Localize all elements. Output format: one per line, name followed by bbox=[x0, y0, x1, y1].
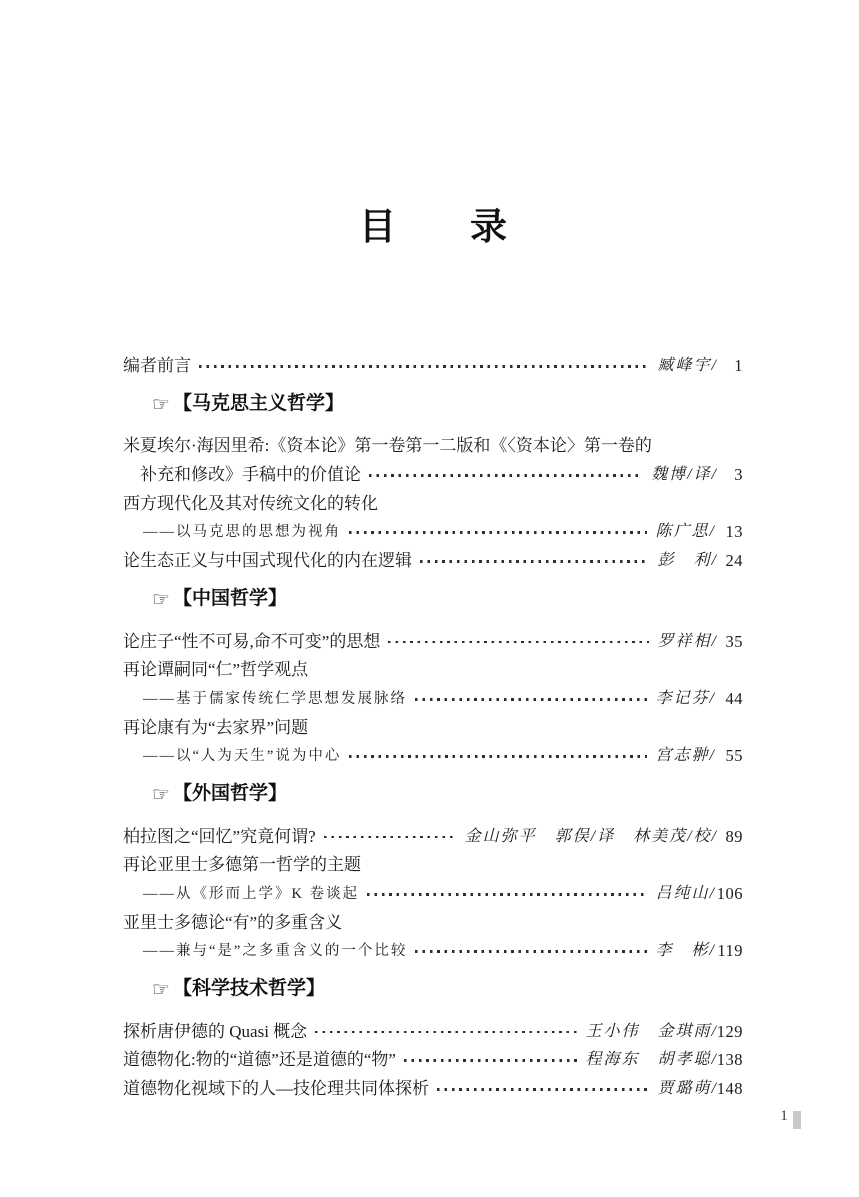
section-label: 【科学技术哲学】 bbox=[172, 978, 325, 1000]
toc-entry bbox=[123, 432, 743, 489]
entry-page-number: 24 bbox=[725, 551, 743, 571]
entry-title: 再论谭嗣同“仁”哲学观点 bbox=[123, 660, 309, 680]
entry-title-line1: 米夏埃尔·海因里希:《资本论》第一卷第一二版和《〈资本论〉第一卷的 bbox=[123, 436, 652, 456]
pointing-hand-icon: ☞ bbox=[152, 588, 170, 611]
dot-leader bbox=[349, 755, 646, 758]
entry-subtitle: ——以马克思的思想为视角 bbox=[143, 524, 341, 541]
entry-author: 宫志翀 bbox=[655, 747, 710, 765]
toc-entry bbox=[123, 851, 743, 908]
page-separator: / bbox=[711, 632, 716, 650]
entry-author: 李 彬 bbox=[655, 942, 710, 960]
entry-title: 道德物化视域下的人—技伦理共同体探析 bbox=[123, 1079, 429, 1099]
page-separator: / bbox=[709, 689, 716, 707]
dot-leader bbox=[415, 950, 646, 953]
toc-entry bbox=[123, 490, 743, 547]
dot-leader bbox=[420, 560, 649, 563]
entry-title: 亚里士多德论“有”的多重含义 bbox=[123, 912, 343, 932]
page-separator: / bbox=[711, 1022, 716, 1040]
entry-page-number: 129 bbox=[716, 1021, 743, 1041]
entry-page-number: 1 bbox=[734, 356, 743, 375]
pointing-hand-icon: ☞ bbox=[152, 979, 170, 1002]
dot-leader bbox=[437, 1088, 649, 1091]
entry-page-number: 13 bbox=[725, 522, 743, 542]
entry-author: 罗祥相 bbox=[657, 632, 712, 650]
toc-entry bbox=[123, 1046, 743, 1075]
toc-entry bbox=[123, 909, 743, 966]
dot-leader bbox=[349, 531, 647, 534]
entry-title: 论庄子“性不可易,命不可变”的思想 bbox=[123, 631, 381, 651]
entry-subtitle: ——从《形而上学》K 卷谈起 bbox=[143, 886, 360, 902]
section-heading bbox=[123, 975, 743, 1004]
page-content bbox=[123, 0, 743, 1104]
entry-page-number: 3 bbox=[734, 465, 743, 485]
toc-entry bbox=[123, 823, 743, 852]
entry-page-number: 55 bbox=[725, 746, 743, 766]
dot-leader bbox=[324, 836, 456, 839]
toc-entry bbox=[123, 714, 743, 771]
toc-entry bbox=[123, 352, 743, 381]
entry-subtitle: ——以“人为天生”说为中心 bbox=[143, 748, 342, 765]
entry-subtitle: ——基于儒家传统仁学思想发展脉络 bbox=[143, 690, 407, 707]
entry-page-number: 148 bbox=[716, 1079, 743, 1099]
dot-leader bbox=[404, 1059, 577, 1062]
entry-author: 魏博/译 bbox=[651, 466, 712, 484]
page-title: 目 录 bbox=[359, 207, 507, 248]
section-heading bbox=[123, 780, 743, 809]
page-separator: / bbox=[711, 552, 716, 570]
entry-title: 西方现代化及其对传统文化的转化 bbox=[123, 493, 378, 513]
page-separator: / bbox=[711, 466, 716, 484]
entry-title-line2: 补充和修改》手稿中的价值论 bbox=[140, 465, 361, 485]
pointing-hand-icon: ☞ bbox=[152, 393, 170, 416]
page-separator: / bbox=[709, 942, 716, 960]
entry-page-number: 89 bbox=[725, 826, 743, 846]
dot-leader bbox=[367, 893, 646, 896]
entry-author: 王小伟 金琪雨 bbox=[585, 1022, 712, 1040]
entry-page-number: 119 bbox=[717, 941, 743, 961]
dot-leader bbox=[415, 698, 647, 701]
page-edge-tab bbox=[793, 1111, 801, 1129]
folio-page-number: 1 bbox=[780, 1108, 788, 1124]
entry-author: 吕纯山 bbox=[655, 885, 710, 902]
entry-subtitle: ——兼与“是”之多重含义的一个比较 bbox=[143, 943, 408, 960]
section-label: 【中国哲学】 bbox=[172, 587, 287, 609]
entry-author: 金山弥平 郭俣/译 林美茂/校 bbox=[464, 827, 712, 845]
entry-author: 李记芬 bbox=[655, 689, 710, 707]
page-separator: / bbox=[709, 747, 716, 765]
toc-entry bbox=[123, 1018, 743, 1047]
entry-title: 柏拉图之“回忆”究竟何谓? bbox=[123, 826, 316, 846]
entry-title: 再论康有为“去家界”问题 bbox=[123, 717, 309, 737]
entry-page-number: 44 bbox=[725, 688, 743, 708]
entry-page-number: 138 bbox=[716, 1050, 743, 1070]
dot-leader bbox=[315, 1031, 576, 1034]
toc-entry bbox=[123, 656, 743, 713]
page-separator: / bbox=[711, 357, 716, 374]
entry-page-number: 106 bbox=[716, 884, 743, 903]
page-separator: / bbox=[709, 885, 716, 902]
entry-author: 彭 利 bbox=[657, 552, 712, 570]
toc-entry bbox=[123, 628, 743, 657]
entry-title: 编者前言 bbox=[123, 356, 191, 375]
section-heading bbox=[123, 390, 743, 419]
entry-author: 臧峰宇 bbox=[657, 357, 712, 374]
section-heading bbox=[123, 585, 743, 614]
dot-leader bbox=[199, 365, 649, 368]
toc-list bbox=[123, 352, 743, 1104]
dot-leader bbox=[388, 641, 648, 644]
toc-entry bbox=[123, 1075, 743, 1104]
pointing-hand-icon: ☞ bbox=[152, 783, 170, 806]
entry-author: 程海东 胡孝聪 bbox=[585, 1051, 712, 1069]
page-separator: / bbox=[711, 1080, 716, 1098]
entry-page-number: 35 bbox=[725, 631, 743, 651]
entry-title: 再论亚里士多德第一哲学的主题 bbox=[123, 855, 361, 875]
entry-author: 贾璐萌 bbox=[657, 1080, 712, 1098]
entry-author: 陈广思 bbox=[655, 523, 710, 541]
page-separator: / bbox=[711, 1051, 716, 1069]
entry-title: 道德物化:物的“道德”还是道德的“物” bbox=[123, 1050, 396, 1070]
entry-title: 论生态正义与中国式现代化的内在逻辑 bbox=[123, 551, 412, 571]
dot-leader bbox=[369, 474, 642, 477]
section-label: 【外国哲学】 bbox=[172, 782, 287, 804]
section-label: 【马克思主义哲学】 bbox=[172, 392, 344, 414]
toc-entry bbox=[123, 547, 743, 576]
entry-title: 探析唐伊德的 Quasi 概念 bbox=[123, 1021, 308, 1041]
page-separator: / bbox=[709, 523, 716, 541]
page-separator: / bbox=[711, 827, 716, 845]
